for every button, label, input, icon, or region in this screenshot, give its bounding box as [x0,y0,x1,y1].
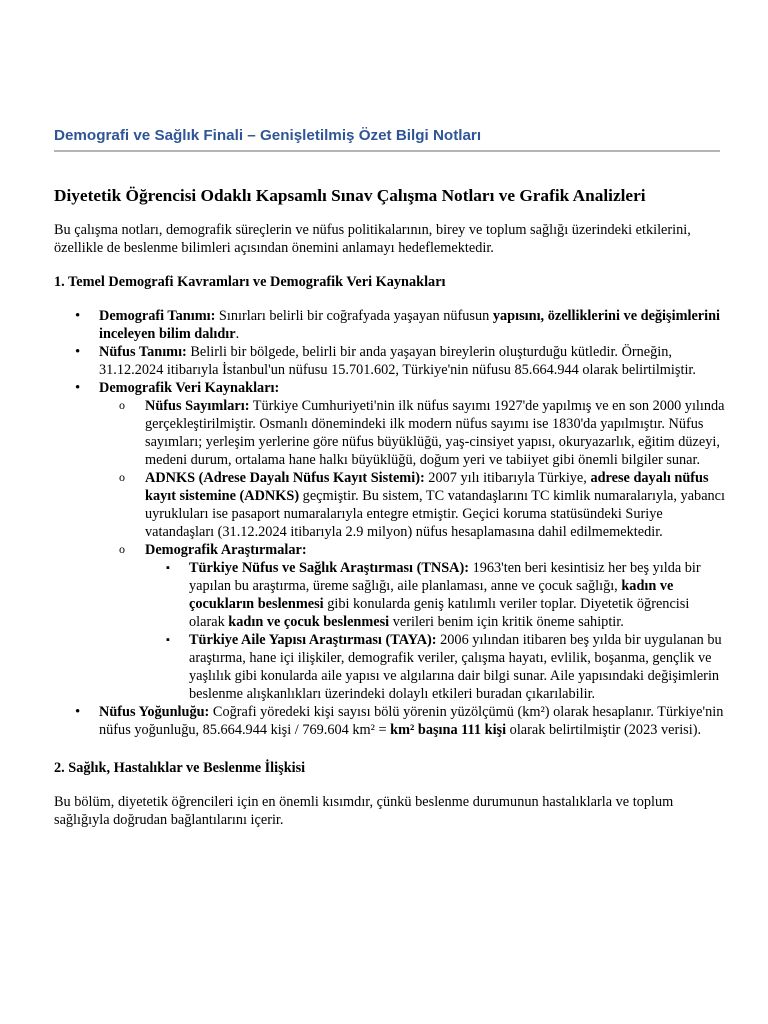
kaynaklar-label: Demografik Veri Kaynakları: [99,380,280,396]
tnsa-text: 1963'ten beri kesintisiz her beş yılda bir yapılan bu araştırma, üreme sağlığı, aile planlaması, anne ve çocuk sağlığı, [189,560,701,594]
nufus-label: Nüfus Tanımı: [99,344,187,360]
list-item-nufus [54,343,726,379]
section2-title: 2. Sağlık, Hastalıklar ve Beslenme İlişkisi [54,760,306,776]
taya-text: 2006 yılından itibaren beş yılda bir uygulanan bu araştırma, hane içi ilişkiler, demografik veriler, çalışma hayatı, evlilik, boşanma, gençlik ve yaşlılık gibi konularda aile yapısı ve algılarına dair bilgi sunar. Aile yapısındaki değişimlerin beslenme alışkanlıkları üzerindeki dolaylı etkileri buradan çıkarılabilir. [189,632,722,702]
document-body [54,185,726,845]
tnsa-label: Türkiye Nüfus ve Sağlık Araştırması (TNSA): [189,560,469,576]
list-item-yogunluk [54,703,726,739]
title-divider [54,150,720,152]
adnks-bold: adrese dayalı nüfus kayıt sistemine (ADNKS) [145,470,709,504]
arastirmalar-sublist [145,559,726,703]
demografi-text-end: . [235,326,240,342]
adnks-text: 2007 yılı itibarıyla Türkiye, [424,470,591,486]
section1-title: 1. Temel Demografi Kavramları ve Demografik Veri Kaynakları [54,274,446,290]
nufus-text: Belirli bir bölgede, belirli bir anda yaşayan bireylerin oluşturduğu kütledir. Örneğin, 31.12.2024 itibarıyla İstanbul'un nüfusu 15.701.602, Türkiye'nin nüfusu 85.664.944 olarak belirtilmiştir. [99,344,696,378]
tnsa-bold: kadın ve çocukların beslenmesi [189,578,674,612]
intro-paragraph: Bu çalışma notları, demografik süreçlerin ve nüfus politikalarının, birey ve toplum sağlığı üzerindeki etkilerini, özellikle de beslenme bilimleri açısından önemini anlamayı hedeflemektedir. [54,222,691,256]
demografi-label: Demografi Tanımı: [99,308,216,324]
sayim-text: Türkiye Cumhuriyeti'nin ilk nüfus sayımı 1927'de yapılmış ve en son 2000 yılında gerçekleştirilmiştir. Osmanlı dönemindeki ilk modern nüfus sayımı ise 1830'da yapılmıştır. Nüfus sayımları; yerleşim yerlerine göre nüfus büyüklüğü, yaş-cinsiyet yapısı, okuryazarlık, eğitim düzeyi, medeni durum, ortalama hane halkı büyüklüğü, doğum yeri ve tabiiyet gibi önemli bilgiler sunar. [145,398,725,468]
section1-list [54,307,726,739]
section2-intro: Bu bölüm, diyetetik öğrencileri için en önemli kısımdır, çünkü beslenme durumunun hastalıklarla ve toplum sağlığıyla doğrudan bağlantılarını içerir. [54,794,674,828]
list-item-kaynaklar [54,379,726,703]
sayim-label: Nüfus Sayımları: [145,398,250,414]
list-item-tnsa [145,559,726,631]
adnks-label: ADNKS (Adrese Dayalı Nüfus Kayıt Sistemi): [145,470,425,486]
demografi-text: Sınırları belirli bir coğrafyada yaşayan nüfusun [215,308,493,324]
list-item-arastirmalar [99,541,726,703]
list-item-adnks [99,469,726,541]
tnsa-bold-2: kadın ve çocuk beslenmesi [228,614,390,630]
arastirmalar-label: Demografik Araştırmalar: [145,542,307,558]
taya-label: Türkiye Aile Yapısı Araştırması (TAYA): [189,632,437,648]
demografi-bold: yapısını, özelliklerini ve değişimlerini inceleyen bilim dalıdır [99,308,721,342]
tnsa-text-3: verileri benim için kritik öneme sahiptir. [389,614,624,630]
main-heading: Diyetetik Öğrencisi Odaklı Kapsamlı Sınav Çalışma Notları ve Grafik Analizleri [54,186,646,205]
list-item-taya [145,631,726,703]
list-item-demografi [54,307,726,343]
yogunluk-bold: km² başına 111 kişi [390,722,507,738]
adnks-text-end: geçmiştir. Bu sistem, TC vatandaşlarını TC kimlik numaralarıyla, yabancı uyrukluları ise pasaport numaralarıyla entegre etmiştir. Geçici koruma statüsündeki Suriye vatandaşları (31.12.2024 itibarıyla 2.9 milyon) nüfus hesaplamasına dahil edilmemektedir. [145,488,726,540]
yogunluk-text: Coğrafi yöredeki kişi sayısı bölü yörenin yüzölçümü (km²) olarak hesaplanır. Türkiye'nin nüfus yoğunluğu, 85.664.944 kişi / 769.604 km² = [99,704,724,738]
document-title: Demografi ve Sağlık Finali – Genişletilmiş Özet Bilgi Notları [54,127,482,144]
tnsa-text-2: gibi konularda geniş katılımlı veriler toplar. Diyetetik öğrencisi olarak [189,596,690,630]
list-item-sayim [99,397,726,469]
kaynaklar-sublist [99,397,726,703]
yogunluk-label: Nüfus Yoğunluğu: [99,704,210,720]
yogunluk-text-end: olarak belirtilmiştir (2023 verisi). [506,722,702,738]
